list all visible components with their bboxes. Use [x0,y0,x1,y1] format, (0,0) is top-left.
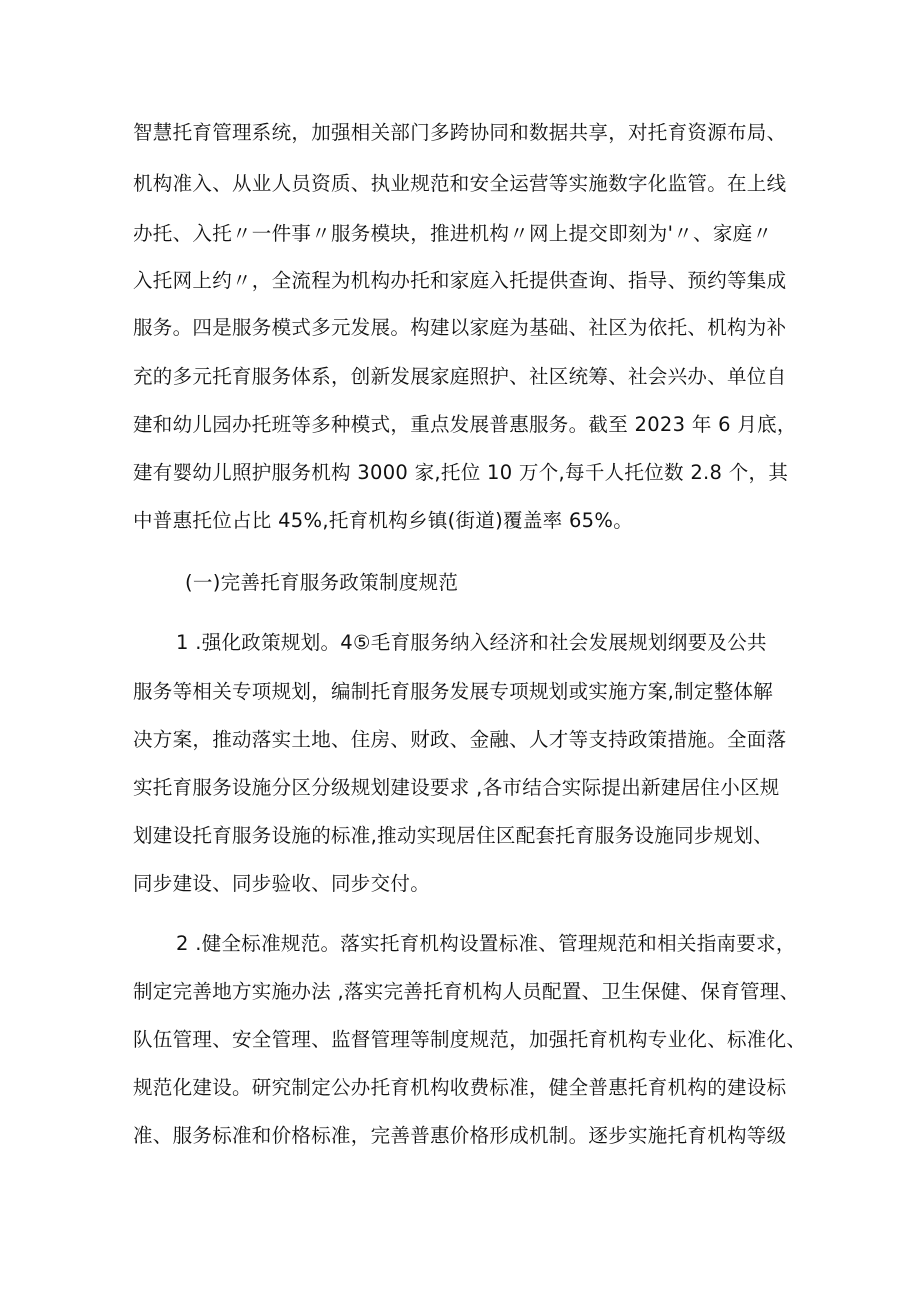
paragraph-1-line-6: 充的多元托育服务体系，创新发展家庭照护、社区统筹、社会兴办、单位自 [133,365,787,388]
paragraph-3-line-1: 2 .健全标准规范。落实托育机构设置标准、管理规范和相关指南要求， [176,932,796,955]
paragraph-1-line-7: 建和幼儿园办托班等多种模式，重点发展普惠服务。截至 2023 年 6 月底， [133,413,797,436]
paragraph-1-line-9: 中普惠托位占比 45%,托育机构乡镇(街道)覆盖率 65%。 [133,509,633,532]
paragraph-1-line-3: 办托、入托〃一件事〃服务模块，推进机构〃网上提交即刻为'〃、家庭〃 [133,222,773,245]
paragraph-2-line-1: 1 .强化政策规划。4⑤毛育服务纳入经济和社会发展规划纲要及公共 [176,631,767,654]
paragraph-2-line-6: 同步建设、同步验收、同步交付。 [133,872,431,895]
paragraph-1-line-1: 智慧托育管理系统，加强相关部门多跨协同和数据共享，对托育资源布局、 [133,121,787,144]
paragraph-1-line-5: 服务。四是服务模式多元发展。构建以家庭为基础、社区为依托、机构为补 [133,316,787,339]
paragraph-3-line-4: 规范化建设。研究制定公办托育机构收费标准，健全普惠托育机构的建设标 [133,1076,787,1099]
section-heading: (一)完善托育服务政策制度规范 [185,571,459,594]
paragraph-3-line-3: 队伍管理、安全管理、监督管理等制度规范，加强托育机构专业化、标准化、 [133,1028,807,1051]
paragraph-2-line-5: 划建设托育服务设施的标准,推动实现居住区配套托育服务设施同步规划、 [133,824,774,847]
paragraph-1-line-4: 入托网上约〃，全流程为机构办托和家庭入托提供查询、指导、预约等集成 [133,269,787,292]
paragraph-2-line-4: 实托育服务设施分区分级规划建设要求 ,各市结合实际提出新建居住小区规 [133,776,780,799]
paragraph-1-line-8: 建有婴幼儿照护服务机构 3000 家,托位 10 万个,每千人托位数 2.8 个，其 [133,461,789,484]
paragraph-3-line-2: 制定完善地方实施办法 ,落实完善托育机构人员配置、卫生保健、保育管理、 [133,980,800,1003]
paragraph-1-line-2: 机构准入、从业人员资质、执业规范和安全运营等实施数字化监管。在上线 [133,172,787,195]
paragraph-2-line-3: 决方案，推动落实土地、住房、财政、金融、人才等支持政策措施。全面落 [133,728,787,751]
paragraph-2-line-2: 服务等相关专项规划，编制托育服务发展专项规划或实施方案,制定整体解 [133,680,774,703]
paragraph-3-line-5: 准、服务标准和价格标准，完善普惠价格形成机制。逐步实施托育机构等级 [133,1124,787,1147]
